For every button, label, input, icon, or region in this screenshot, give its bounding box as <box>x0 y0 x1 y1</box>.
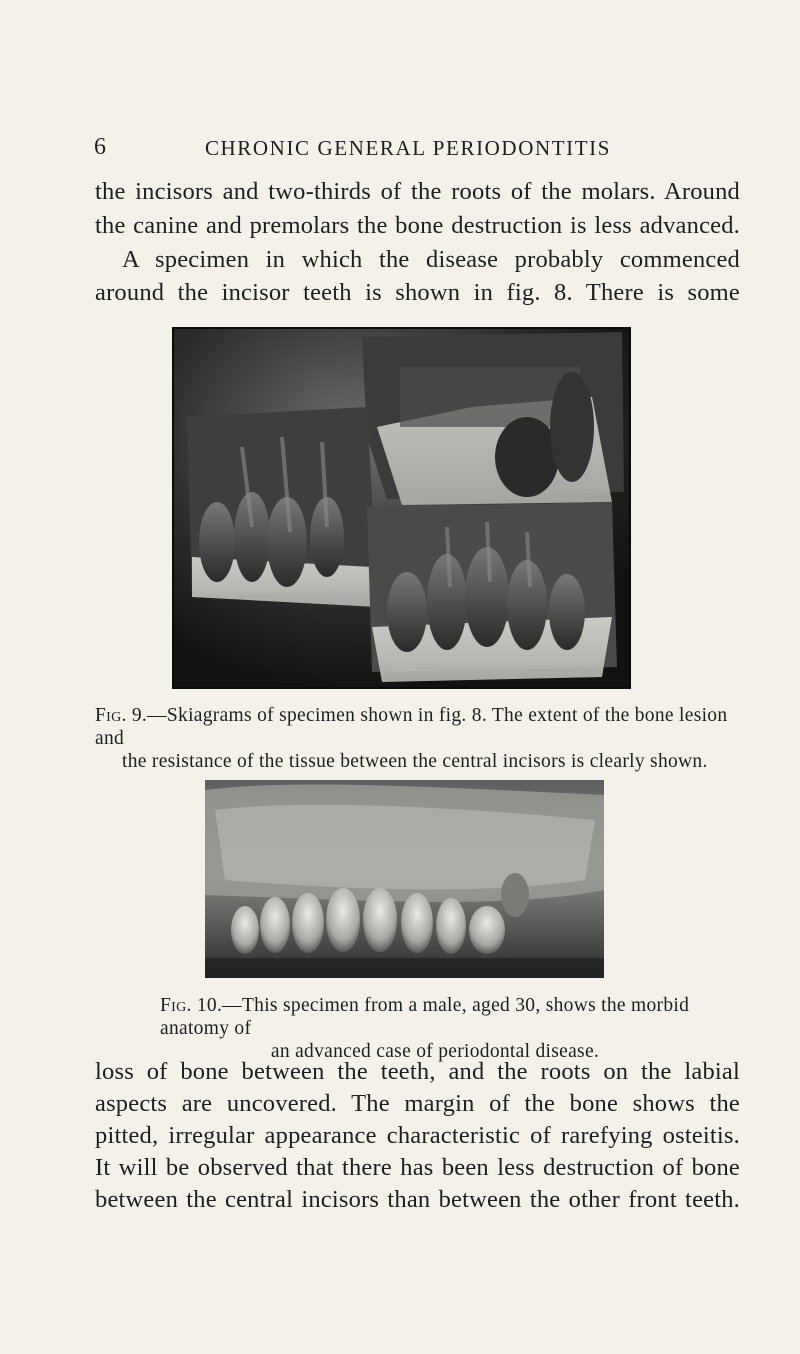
text-line: around the incisor teeth is shown in fig. 8. There is some <box>95 279 740 306</box>
figure-9-caption-line-1: —Skiagrams of specimen shown in fig. 8. The extent of the bone lesion and <box>95 705 728 749</box>
figure-10-caption-line-2: an advanced case of periodontal disease. <box>270 1041 600 1062</box>
figure-9-caption-line-2: the resistance of the tissue between the central incisors is clearly shown. <box>122 751 708 772</box>
figure-10-specimen-photo <box>205 780 604 978</box>
text-line: between the central incisors than between the other front teeth. <box>95 1186 740 1213</box>
figure-9-label: Fig. 9. <box>95 705 148 726</box>
text-line: It will be observed that there has been less destruction of bone <box>95 1154 740 1181</box>
running-title: CHRONIC GENERAL PERIODONTITIS <box>204 136 612 160</box>
page-number: 6 <box>94 134 106 160</box>
text-line: the canine and premolars the bone destruction is less advanced. <box>95 212 740 239</box>
figure-10-caption <box>160 994 740 1063</box>
figure-9-skiagram-image <box>172 327 631 689</box>
figure-9-caption <box>95 704 745 773</box>
text-line: aspects are uncovered. The margin of the bone shows the <box>95 1090 740 1117</box>
specimen-illustration <box>205 780 604 978</box>
text-line: pitted, irregular appearance characteristic of rarefying osteitis. <box>95 1122 740 1149</box>
figure-10-caption-line-1: —This specimen from a male, aged 30, shows the morbid anatomy of <box>160 995 690 1039</box>
text-line: loss of bone between the teeth, and the roots on the labial <box>95 1058 740 1085</box>
xray-illustration <box>172 327 631 689</box>
text-line: A specimen in which the disease probably commenced <box>122 246 740 273</box>
figure-10-label: Fig. 10. <box>160 995 223 1016</box>
text-line: the incisors and two-thirds of the roots of the molars. Around <box>95 178 740 205</box>
